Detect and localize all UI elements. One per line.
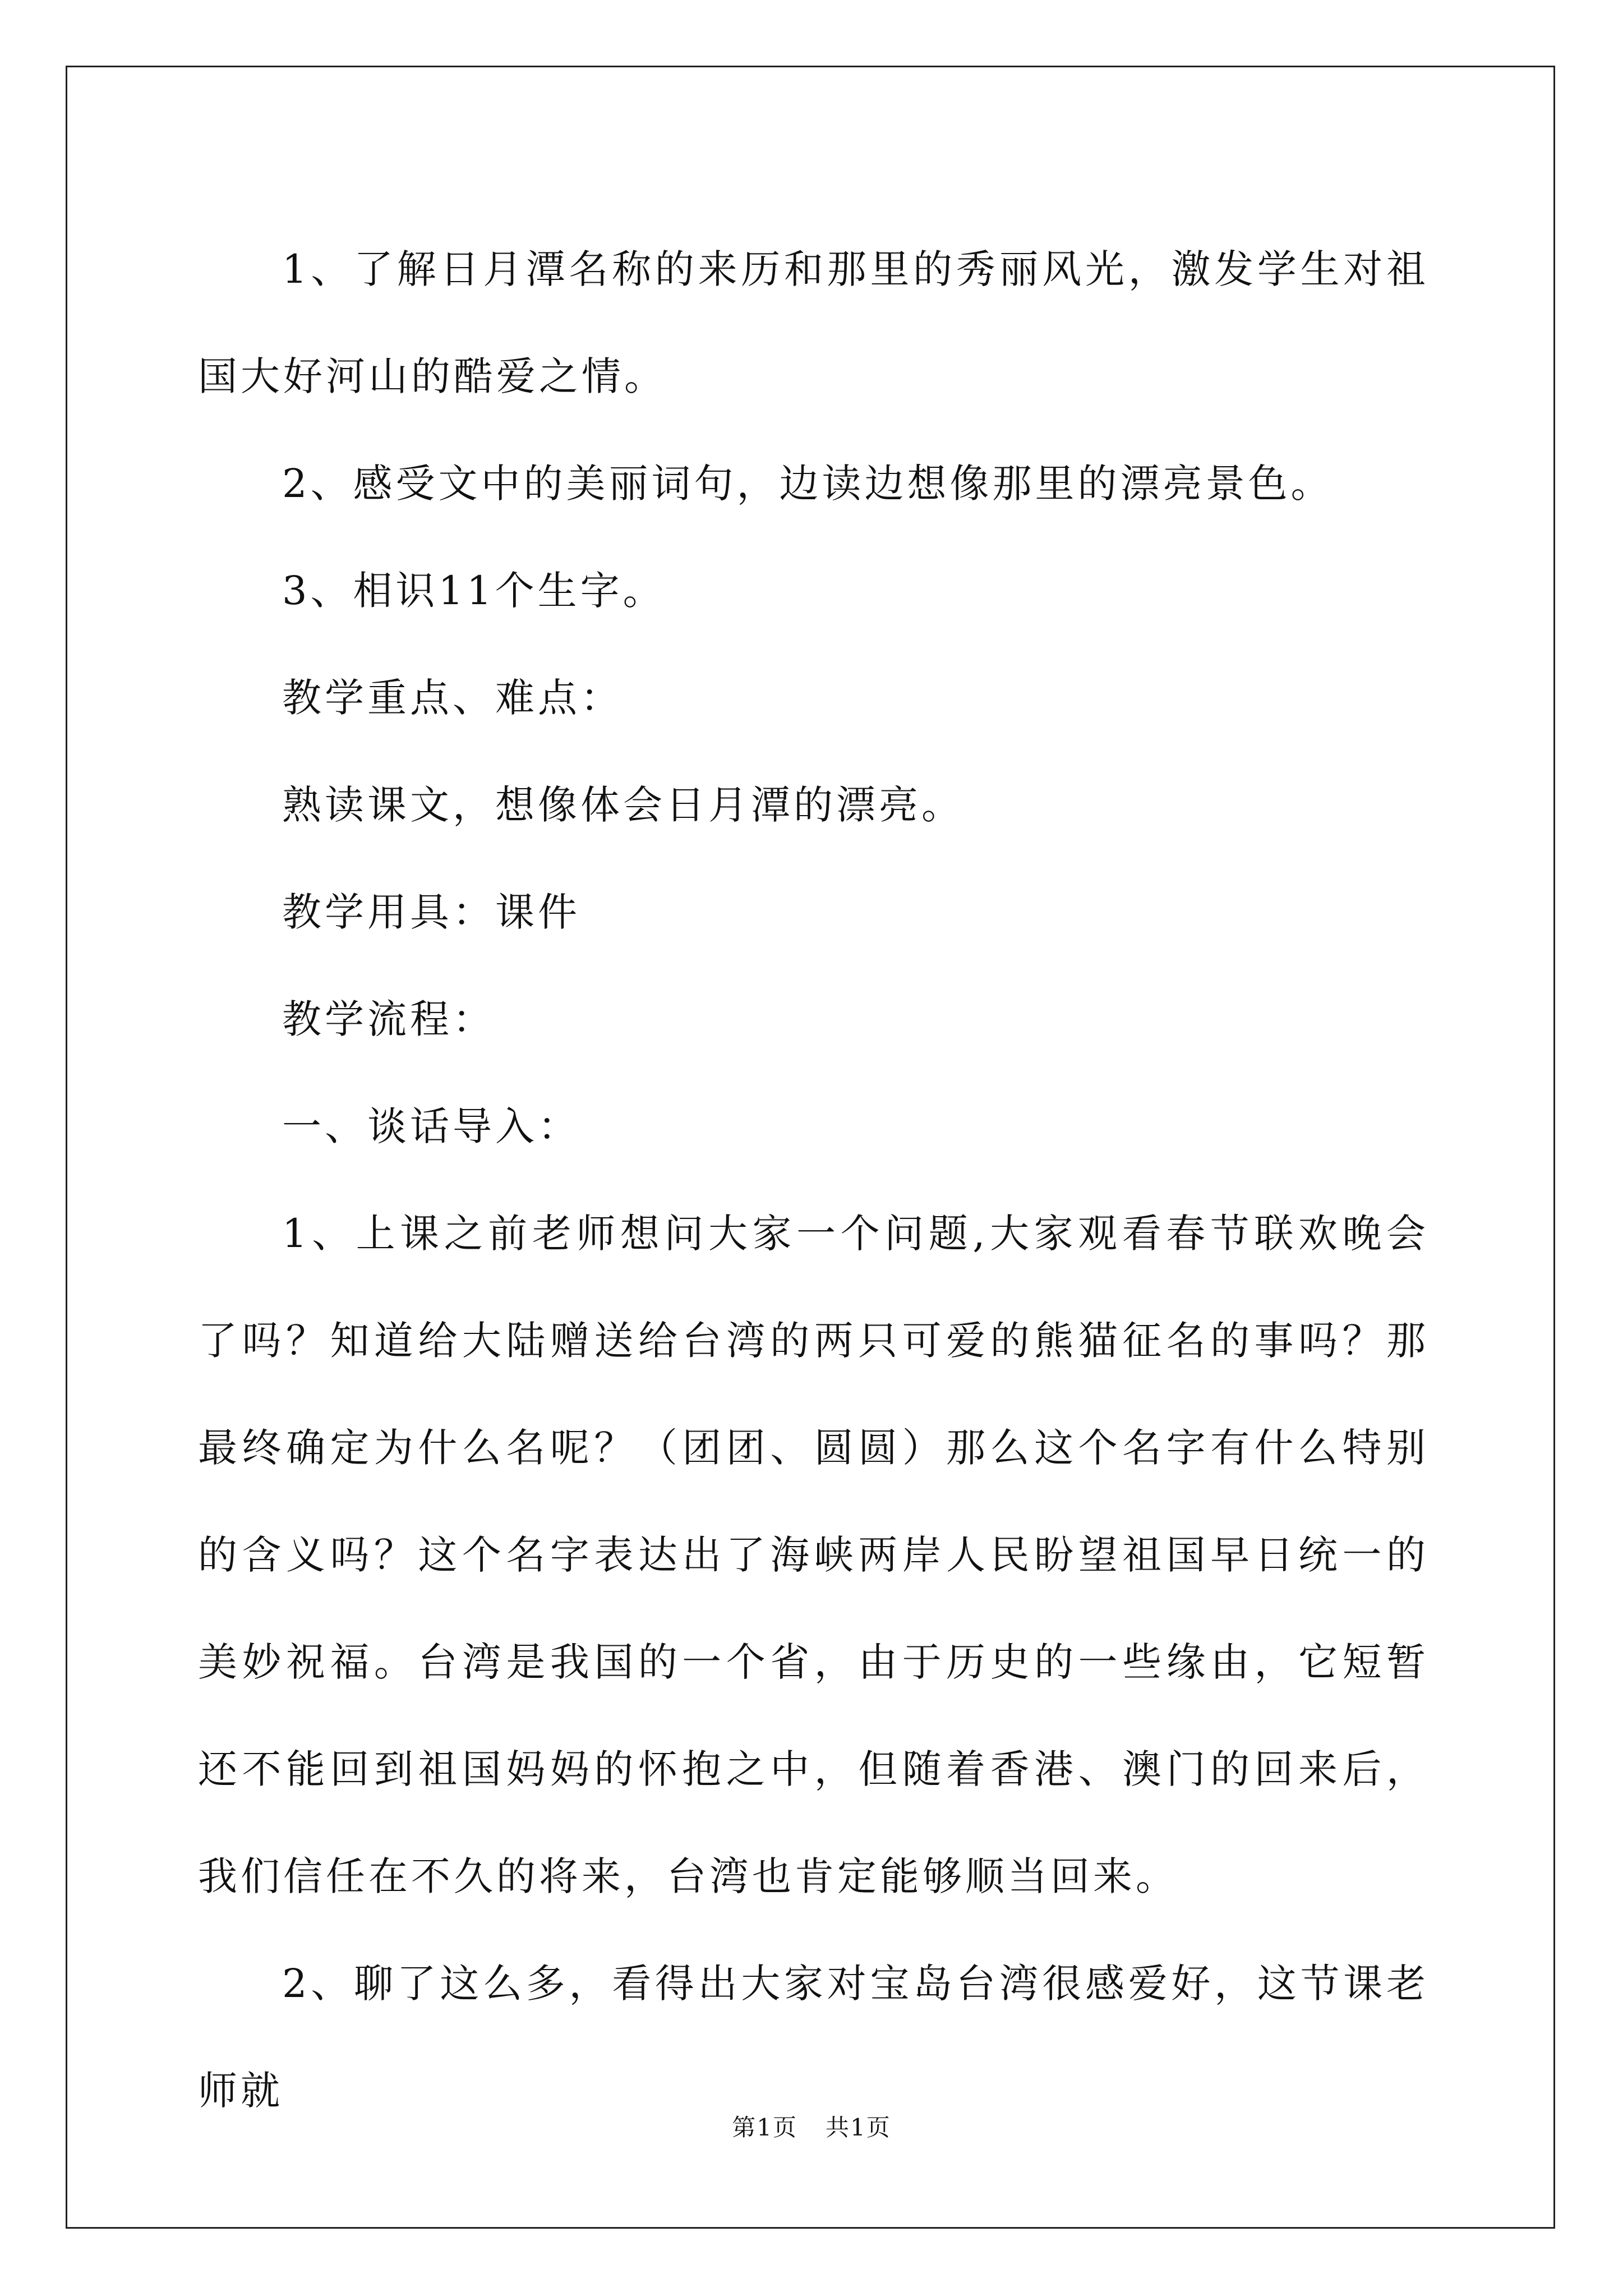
- section-heading-intro: 一、谈话导入：: [282, 1103, 580, 1149]
- objective-3: 3、相识11个生字。: [282, 568, 666, 614]
- intro-paragraph-2: 2、聊了这么多，看得出大家对宝岛台湾很感爱好，这节课老师就: [198, 1961, 1429, 2114]
- intro-paragraph-1: 1、上课之前老师想问大家一个问题,大家观看春节联欢晚会了吗？知道给大陆赠送给台湾的两只可爱的熊猫征名的事吗？那最终确定为什么名呢？（团团、圆圆）那么这个名字有什么特别的含义吗？这个名字表达出了海峡两岸人民盼望祖国早日统一的美妙祝福。台湾是我国的一个省，由于历史的一些缘由，它短暂还不能回到祖国妈妈的怀抱之中，但随着香港、澳门的回来后，我们信任在不久的将来，台湾也肯定能够顺当回来。: [198, 1211, 1429, 1899]
- objective-1: 1、了解日月潭名称的来历和那里的秀丽风光，激发学生对祖国大好河山的酷爱之情。: [198, 246, 1429, 399]
- objective-2: 2、感受文中的美丽词句，边读边想像那里的漂亮景色。: [282, 461, 1334, 507]
- teaching-tools: 教学用具：课件: [282, 889, 580, 935]
- page-number: 第1页: [732, 2114, 797, 2141]
- teaching-process-heading: 教学流程：: [282, 996, 495, 1042]
- page-footer: [0, 2109, 1623, 2143]
- key-points-heading: 教学重点、难点：: [282, 675, 623, 721]
- document-body: [198, 216, 1429, 2145]
- page-total: 共1页: [826, 2114, 891, 2141]
- key-points-text: 熟读课文，想像体会日月潭的漂亮。: [282, 782, 964, 828]
